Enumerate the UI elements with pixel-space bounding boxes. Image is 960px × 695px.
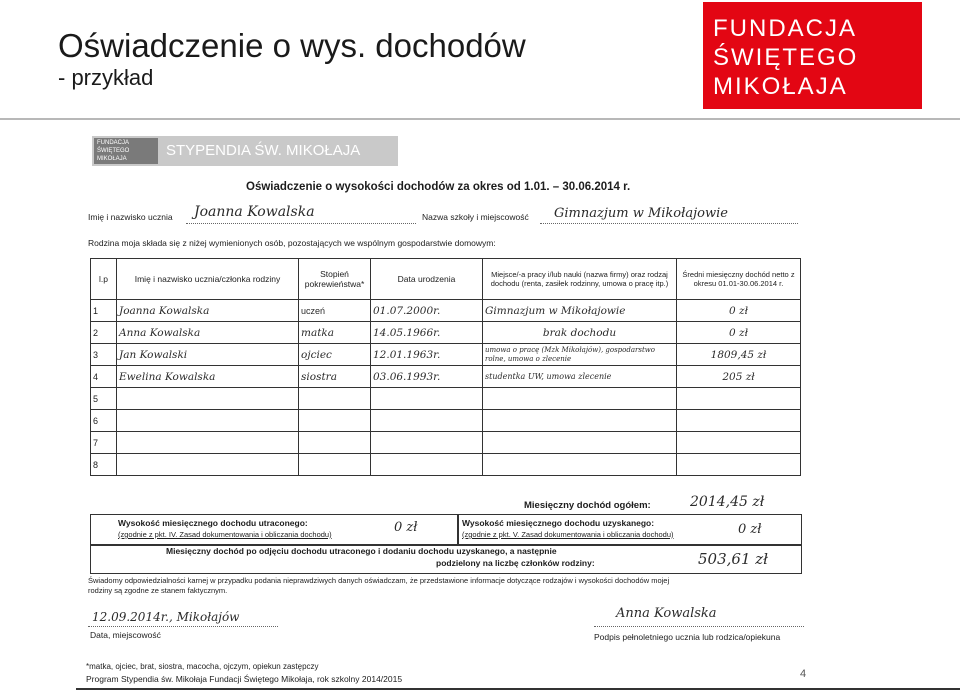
row-lp: 4: [91, 366, 117, 388]
row-lp: 1: [91, 300, 117, 322]
row-work: Gimnazjum w Mikołajowie: [483, 300, 677, 322]
school-label: Nazwa szkoły i miejscowość: [422, 212, 529, 222]
table-row: [91, 322, 801, 344]
date-label: Data, miejscowość: [90, 630, 161, 640]
scanned-form: [82, 130, 822, 690]
col-relation: Stopień pokrewieństwa*: [299, 259, 371, 300]
gained-income-value: 0 zł: [738, 522, 762, 537]
date-value: 12.09.2014r., Mikołajów: [92, 610, 240, 624]
row-relation: siostra: [299, 366, 371, 388]
student-value: Joanna Kowalska: [194, 204, 315, 220]
bottom-divider: [76, 688, 960, 690]
table-row: [91, 454, 801, 476]
brand-line-3: MIKOŁAJA: [713, 73, 848, 100]
title-divider: [0, 118, 960, 120]
brand-line-2: ŚWIĘTEGO: [713, 44, 859, 71]
slide-title: [58, 28, 526, 92]
row-income: 205 zł: [677, 366, 801, 388]
col-income: Średni miesięczny dochód netto z okresu 01.01-30.06.2014 r.: [677, 259, 801, 300]
row-work: studentka UW, umowa zlecenie: [483, 366, 677, 388]
row-name: Ewelina Kowalska: [117, 366, 299, 388]
row-name: Anna Kowalska: [117, 322, 299, 344]
row-relation: ojciec: [299, 344, 371, 366]
table-header-row: [91, 259, 801, 300]
table-row: [91, 300, 801, 322]
footnote-2: Program Stypendia św. Mikołaja Fundacji Świętego Mikołaja, rok szkolny 2014/2015: [86, 674, 403, 684]
school-value: Gimnazjum w Mikołajowie: [554, 206, 728, 221]
signature-label: Podpis pełnoletniego ucznia lub rodzica/opiekuna: [594, 632, 781, 642]
per-person-label-1: Miesięczny dochód po odjęciu dochodu utraconego i dodaniu dochodu uzyskanego, a następnie: [166, 546, 557, 556]
row-lp: 3: [91, 344, 117, 366]
brand-logo: [703, 2, 922, 109]
table-row: [91, 344, 801, 366]
table-row: [91, 366, 801, 388]
col-name: Imię i nazwisko ucznia/członka rodziny: [117, 259, 299, 300]
col-lp: l.p: [91, 259, 117, 300]
total-value: 2014,45 zł: [690, 494, 765, 510]
col-birth: Data urodzenia: [371, 259, 483, 300]
table-row: [91, 432, 801, 454]
form-header-text: STYPENDIA ŚW. MIKOŁAJA: [166, 142, 361, 159]
school-dotted-line: [540, 223, 798, 224]
row-relation: uczeń: [299, 300, 371, 322]
form-logo-line-2: ŚWIĘTEGO: [97, 148, 130, 154]
table-row: [91, 388, 801, 410]
family-table: [90, 258, 801, 476]
signature-value: Anna Kowalska: [616, 606, 717, 621]
student-label: Imię i nazwisko ucznia: [88, 212, 173, 222]
total-label: Miesięczny dochód ogółem:: [524, 500, 651, 511]
lost-income-value: 0 zł: [394, 520, 418, 535]
student-dotted-line: [186, 223, 416, 224]
form-title: Oświadczenie o wysokości dochodów za okres od 1.01. – 30.06.2014 r.: [246, 181, 631, 193]
gained-income-label: Wysokość miesięcznego dochodu uzyskanego:: [462, 518, 655, 528]
row-work: brak dochodu: [483, 322, 677, 344]
footnote-1: *matka, ojciec, brat, siostra, macocha, ojczym, opiekun zastępczy: [86, 662, 319, 671]
row-lp: 5: [91, 388, 117, 410]
gained-income-note: (zgodnie z pkt. V. Zasad dokumentowania i obliczania dochodu): [462, 530, 674, 539]
row-birth: 12.01.1963r.: [371, 344, 483, 366]
family-intro: Rodzina moja składa się z niżej wymienionych osób, pozostających we wspólnym gospodarstwie domowym:: [88, 238, 496, 248]
form-logo-line-3: MIKOŁAJA: [97, 156, 127, 162]
row-lp: 8: [91, 454, 117, 476]
row-relation: matka: [299, 322, 371, 344]
row-lp: 6: [91, 410, 117, 432]
row-income: 0 zł: [677, 300, 801, 322]
lost-income-note: (zgodnie z pkt. IV. Zasad dokumentowania i obliczania dochodu): [118, 530, 332, 539]
row-lp: 7: [91, 432, 117, 454]
table-row: [91, 410, 801, 432]
per-person-label-2: podzielony na liczbę członków rodziny:: [436, 558, 595, 568]
lost-income-label: Wysokość miesięcznego dochodu utraconego:: [118, 518, 308, 528]
row-birth: 14.05.1966r.: [371, 322, 483, 344]
form-logo: [94, 138, 158, 164]
disclaimer-line-1: Świadomy odpowiedzialności karnej w przypadku podania nieprawdziwych danych oświadczam, że przedstawione informacje dotyczące rodzajów i wysokości dochodów mojej: [88, 576, 670, 585]
row-lp: 2: [91, 322, 117, 344]
row-name: Joanna Kowalska: [117, 300, 299, 322]
row-work: umowa o pracę (Mzk Mikołajów), gospodarstwo rolne, umowa o zlecenie: [483, 344, 677, 366]
row-name: Jan Kowalski: [117, 344, 299, 366]
slide-title-line-1: Oświadczenie o wys. dochodów: [58, 27, 526, 64]
row-birth: 01.07.2000r.: [371, 300, 483, 322]
row-income: 1809,45 zł: [677, 344, 801, 366]
page-number: 4: [800, 668, 807, 680]
date-dotted-line: [88, 626, 278, 627]
row-birth: 03.06.1993r.: [371, 366, 483, 388]
form-logo-line-1: FUNDACJA: [97, 140, 130, 146]
col-work: Miejsce/-a pracy i/lub nauki (nazwa firmy) oraz rodzaj dochodu (renta, zasiłek rodzinny, umowa o pracę itp.): [483, 259, 677, 300]
brand-line-1: FUNDACJA: [713, 15, 858, 42]
disclaimer-line-2: rodziny są zgodne ze stanem faktycznym.: [88, 586, 228, 595]
slide-title-line-2: - przykład: [58, 65, 154, 90]
per-person-value: 503,61 zł: [698, 550, 769, 568]
row-income: 0 zł: [677, 322, 801, 344]
signature-dotted-line: [594, 626, 804, 627]
